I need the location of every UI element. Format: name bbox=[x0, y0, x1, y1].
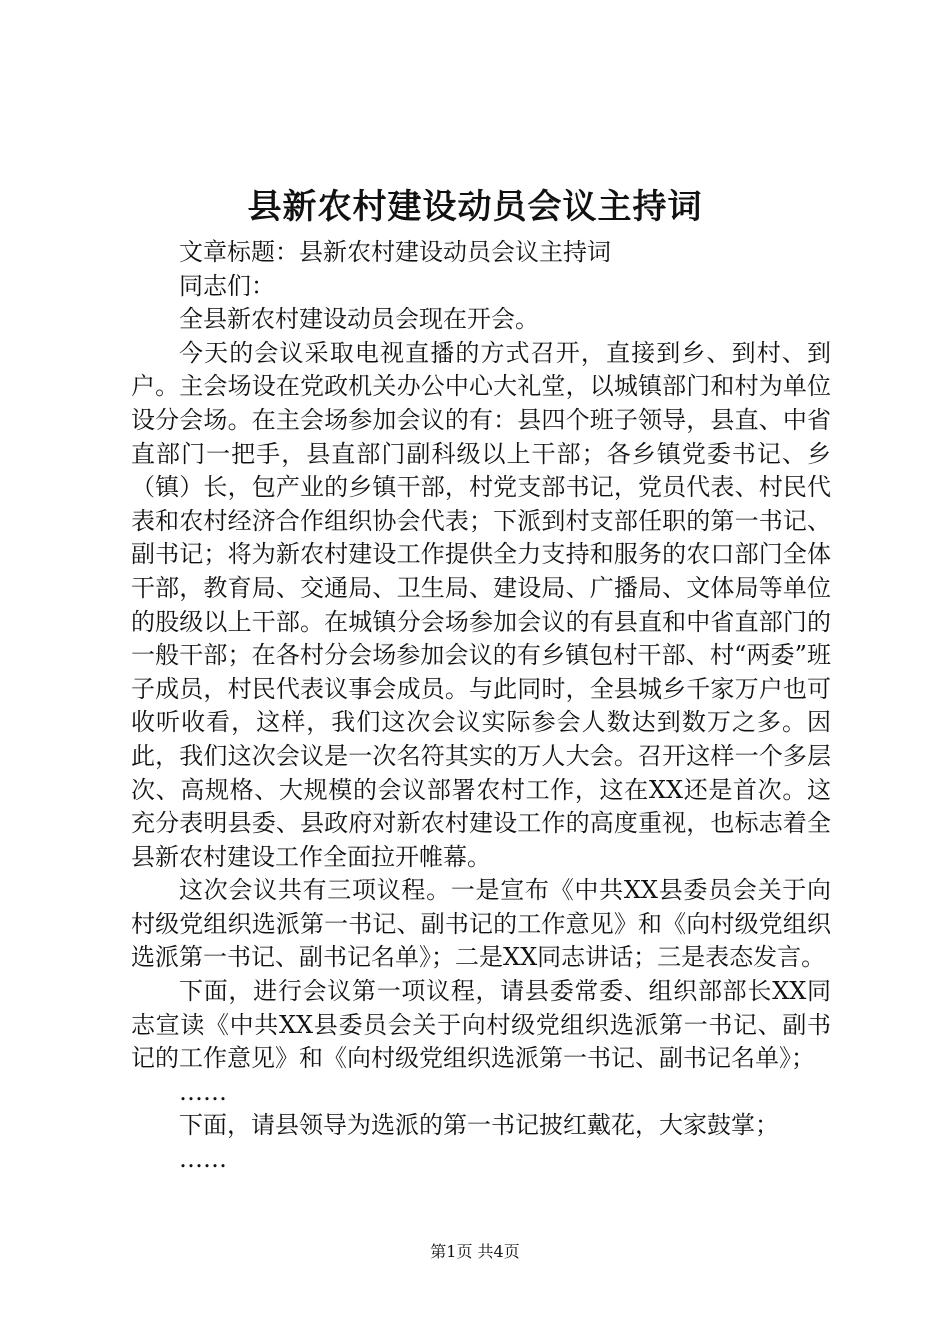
paragraph-salutation: 同志们： bbox=[179, 271, 275, 300]
page-indicator: 第1页 共4页 bbox=[430, 1242, 520, 1261]
page-footer bbox=[0, 1242, 950, 1262]
document-title: 县新农村建设动员会议主持词 bbox=[247, 187, 703, 227]
paragraph-first-item: 下面，进行会议第一项议程，请县委常委、组织部部长XX同志宣读《中共XX县委员会关于向村级党组织选派第一书记、副书记的工作意见》和《向村级党组织选派第一书记、副书记名单》； bbox=[131, 977, 831, 1073]
paragraph-ellipsis-1: …… bbox=[179, 1077, 227, 1106]
paragraph-article-title: 文章标题：县新农村建设动员会议主持词 bbox=[179, 238, 611, 266]
paragraph-agenda: 这次会议共有三项议程。一是宣布《中共XX县委员会关于向村级党组织选派第一书记、副书记的工作意见》和《向村级党组织选派第一书记、副书记名单》；二是XX同志讲话；三是表态发言。 bbox=[131, 876, 831, 972]
paragraph-opening: 全县新农村建设动员会现在开会。 bbox=[179, 305, 539, 334]
document-body bbox=[131, 236, 831, 1177]
paragraph-attendance: 今天的会议采取电视直播的方式召开，直接到乡、到村、到户。主会场设在党政机关办公中心大礼堂，以城镇部门和村为单位设分会场。在主会场参加会议的有：县四个班子领导，县直、中省直部门一把手，县直部门副科级以上干部；各乡镇党委书记、乡（镇）长，包产业的乡镇干部，村党支部书记，党员代表、村民代表和农村经济合作组织协会代表；下派到村支部任职的第一书记、副书记；将为新农村建设工作提供全力支持和服务的农口部门全体干部，教育局、交通局、卫生局、建设局、广播局、文体局等单位的股级以上干部。在城镇分会场参加会议的有县直和中省直部门的一般干部；在各村分会场参加会议的有乡镇包村干部、村“两委”班子成员，村民代表议事会成员。与此同时，全县城乡千家万户也可收听收看，这样，我们这次会议实际参会人数达到数万之多。因此，我们这次会议是一次名符其实的万人大会。召开这样一个多层次、高规格、大规模的会议部署农村工作，这在XX还是首次。这充分表明县委、县政府对新农村建设工作的高度重视，也标志着全县新农村建设工作全面拉开帷幕。 bbox=[131, 338, 831, 871]
paragraph-red-flowers: 下面，请县领导为选派的第一书记披红戴花，大家鼓掌； bbox=[179, 1111, 779, 1140]
paragraph-ellipsis-2: …… bbox=[179, 1145, 227, 1174]
